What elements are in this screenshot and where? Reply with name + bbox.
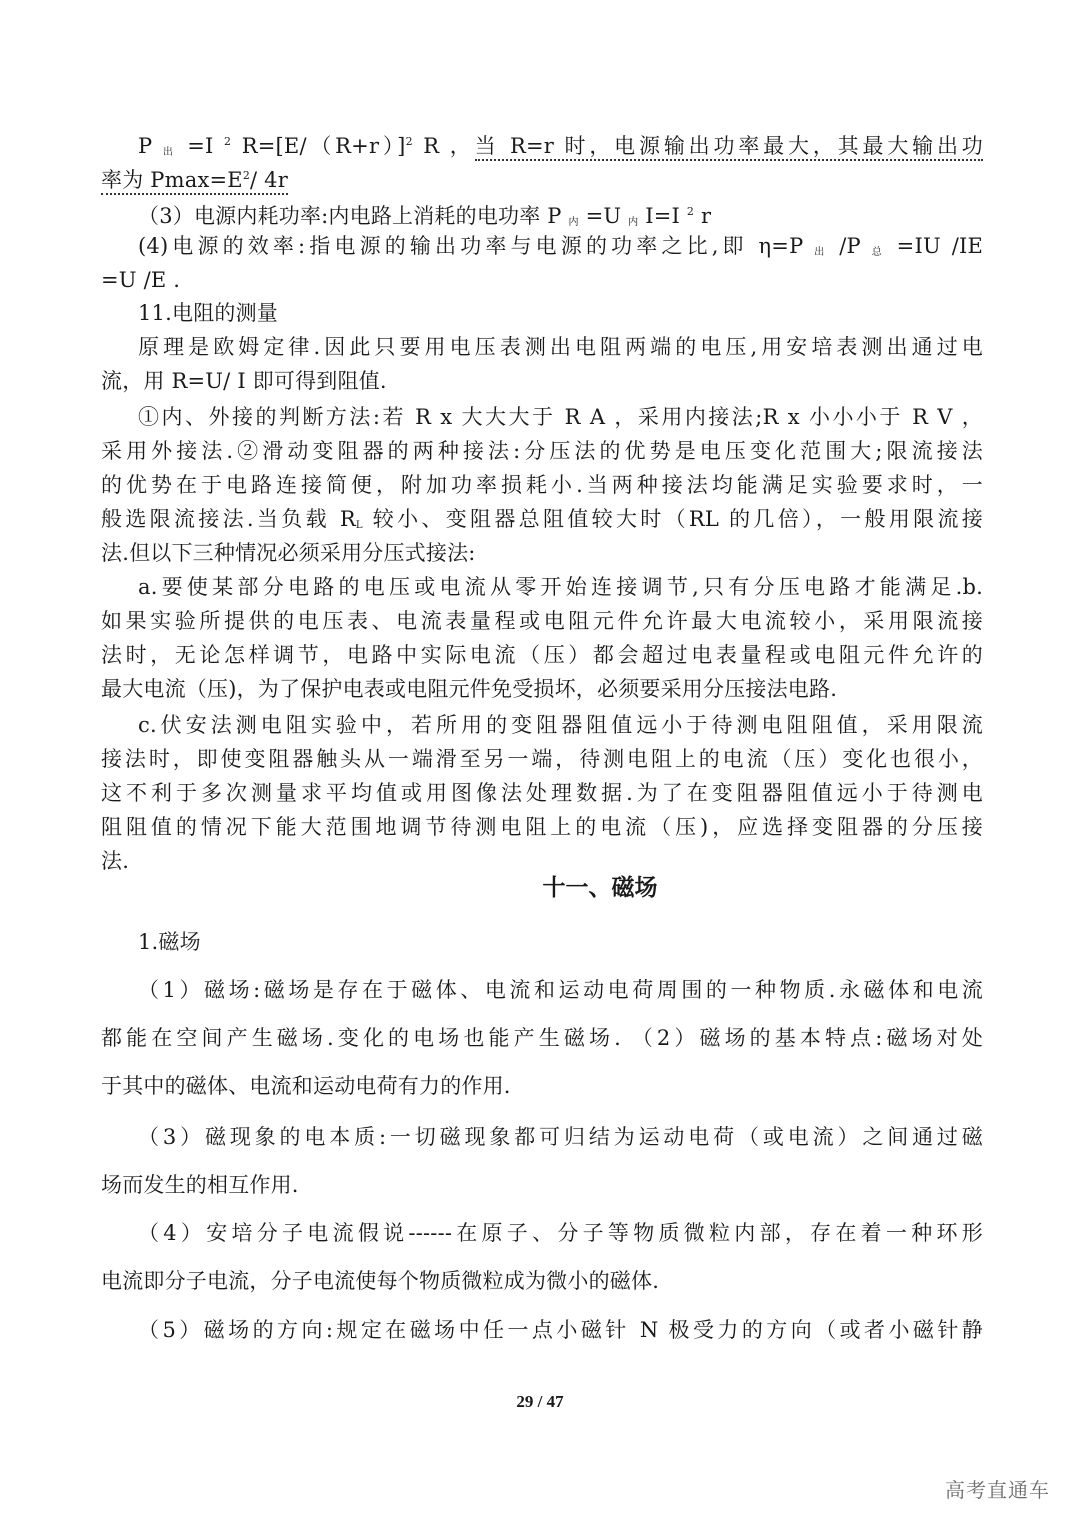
subscript: 出 <box>814 247 829 258</box>
paragraph-line: 法.但以下三种情况必须采用分压式接法: <box>101 541 476 565</box>
paragraph-line: =U /E . <box>101 268 181 292</box>
section-heading: 十一、磁场 <box>542 874 658 901</box>
superscript: 2 <box>405 135 413 148</box>
paragraph-line <box>138 231 983 268</box>
underlined-text: 当 R=r 时，电源输出功率最大，其最大输出功 <box>475 134 983 161</box>
paragraph-line: 这不利于多次测量求平均值或用图像法处理数据.为了在变阻器阻值远小于待测电 <box>101 781 983 805</box>
subscript: 内 <box>568 217 579 228</box>
text-run: I=I <box>638 204 687 228</box>
paragraph-line: 采用外接法.②滑动变阻器的两种接法:分压法的优势是电压变化范围大;限流接法 <box>101 439 983 463</box>
paragraph-line: 法. <box>101 849 130 873</box>
superscript: 2 <box>242 169 251 182</box>
watermark-logo-text: 高考直通车 <box>945 1478 1050 1502</box>
text-run: 率为 Pmax=E <box>101 168 243 192</box>
text-run: R=[E/（R+r）] <box>231 134 406 158</box>
text-run: （3）电源内耗功率:内电路上消耗的电功率 P <box>138 204 569 228</box>
text-run: 般选限流接法.当负载 R <box>101 507 356 531</box>
paragraph-line: 最大电流（压)，为了保护电表或电阻元件免受损坏，必须要采用分压接法电路. <box>101 677 838 701</box>
paragraph-line: ①内、外接的判断方法:若 R x 大大大于 R A ，采用内接法;R x 小小小于 R V ， <box>138 405 983 429</box>
subscript: 出 <box>162 147 177 158</box>
paragraph-line: 接法时，即使变阻器触头从一端滑至另一端，待测电阻上的电流（压）变化也很小， <box>101 747 983 771</box>
paragraph-line <box>101 161 983 195</box>
paragraph-line: 流，用 R=U/ I 即可得到阻值. <box>101 369 387 393</box>
subscript: L <box>355 520 363 531</box>
text-run: / 4r <box>250 168 288 192</box>
paragraph-line: 法时，无论怎样调节，电路中实际电流（压）都会超过电表量程或电阻元件允许的 <box>101 643 983 667</box>
paragraph-line: 阻阻值的情况下能大范围地调节待测电阻上的电流（压)，应选择变阻器的分压接 <box>101 815 983 839</box>
superscript: 2 <box>686 205 695 218</box>
paragraph-line: c.伏安法测电阻实验中，若所用的变阻器阻值远小于待测电阻阻值，采用限流 <box>138 713 983 737</box>
paragraph-line: （3）磁现象的电本质:一切磁现象都可归结为运动电荷（或电流）之间通过磁 <box>138 1125 983 1149</box>
text-run: =I <box>176 134 224 158</box>
subsection-title: 1.磁场 <box>138 930 201 954</box>
paragraph-line: （4）安培分子电流假说------在原子、分子等物质微粒内部，存在着一种环形 <box>138 1221 983 1245</box>
subscript: 内 <box>628 217 639 228</box>
paragraph-line: 于其中的磁体、电流和运动电荷有力的作用. <box>101 1074 511 1098</box>
paragraph-line: 场而发生的相互作用. <box>101 1173 299 1197</box>
paragraph-line: 的优势在于电路连接简便，附加功率损耗小.当两种接法均能满足实验要求时，一 <box>101 473 983 497</box>
paragraph-line: 原理是欧姆定律.因此只要用电压表测出电阻两端的电压,用安培表测出通过电 <box>138 335 983 359</box>
text-run: (4)电源的效率:指电源的输出功率与电源的功率之比,即 η=P <box>138 234 815 258</box>
text-run: =U <box>578 204 629 228</box>
paragraph-line: a.要使某部分电路的电压或电流从零开始连接调节,只有分压电路才能满足.b. <box>138 575 983 599</box>
paragraph-line: （1）磁场:磁场是存在于磁体、电流和运动电荷周围的一种物质.永磁体和电流 <box>138 978 983 1002</box>
text-run: /P <box>828 234 872 258</box>
text-run: =IU /IE <box>885 234 983 258</box>
page-number: 29 / 47 <box>516 1392 564 1411</box>
paragraph-line: 如果实验所提供的电压表、电流表量程或电阻元件允许最大电流较小，采用限流接 <box>101 609 983 633</box>
text-run: R ， <box>412 134 475 158</box>
subsection-title: 11.电阻的测量 <box>138 301 278 325</box>
superscript: 2 <box>224 135 232 148</box>
text-run: r <box>694 204 712 228</box>
underlined-text <box>101 168 288 195</box>
paragraph-line: 电流即分子电流，分子电流使每个物质微粒成为微小的磁体. <box>101 1269 660 1293</box>
paragraph-line: （5）磁场的方向:规定在磁场中任一点小磁针 N 极受力的方向（或者小磁针静 <box>138 1318 983 1342</box>
text-run: 较小、变阻器总阻值较大时（RL 的几倍），一般用限流接 <box>362 507 983 531</box>
text-run: P <box>138 134 163 158</box>
paragraph-line <box>101 504 983 541</box>
subscript: 总 <box>871 247 886 258</box>
paragraph-line: 都能在空间产生磁场.变化的电场也能产生磁场. （2）磁场的基本特点:磁场对处 <box>101 1026 983 1050</box>
